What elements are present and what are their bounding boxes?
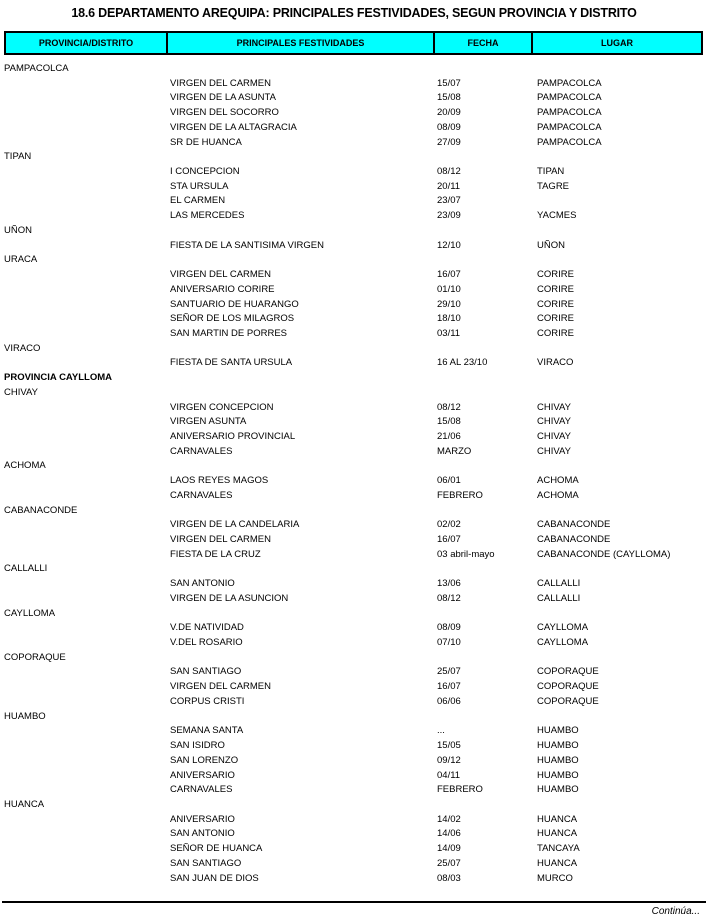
cell-lugar: PAMPACOLCA <box>537 121 602 133</box>
cell-lugar: UÑON <box>537 239 565 251</box>
cell-fecha: 25/07 <box>437 666 461 678</box>
cell-lugar: COPORAQUE <box>537 681 599 693</box>
cell-provincia-distrito: COPORAQUE <box>4 651 66 663</box>
cell-lugar: CAYLLOMA <box>537 622 589 634</box>
cell-provincia-distrito: VIRACO <box>4 342 41 354</box>
festivity-row <box>4 695 704 710</box>
table-header <box>4 31 703 55</box>
cell-lugar: CALLALLI <box>537 592 581 604</box>
cell-festividad: VIRGEN DEL CARMEN <box>170 681 271 693</box>
cell-provincia-distrito: UÑON <box>4 224 32 236</box>
festivity-row <box>4 298 704 313</box>
cell-fecha: 08/12 <box>437 592 461 604</box>
cell-festividad: EL CARMEN <box>170 195 226 207</box>
cell-festividad: V.DEL ROSARIO <box>170 637 243 649</box>
cell-fecha: 21/06 <box>437 430 461 442</box>
cell-fecha: 01/10 <box>437 283 461 295</box>
cell-festividad: CARNAVALES <box>170 489 233 501</box>
table-body <box>4 62 704 886</box>
cell-fecha: 20/11 <box>437 180 461 192</box>
festivity-row <box>4 91 704 106</box>
cell-festividad: VIRGEN DEL CARMEN <box>170 269 271 281</box>
cell-lugar: YACMES <box>537 210 577 222</box>
festivity-row <box>4 474 704 489</box>
cell-lugar: CHIVAY <box>537 401 571 413</box>
festivity-row <box>4 489 704 504</box>
festivity-row <box>4 577 704 592</box>
festivity-row <box>4 783 704 798</box>
festivity-row <box>4 754 704 769</box>
cell-lugar: CABANACONDE <box>537 534 611 545</box>
cell-festividad: V.DE NATIVIDAD <box>170 622 244 634</box>
cell-lugar: CORIRE <box>537 269 574 281</box>
cell-fecha: 08/09 <box>437 622 461 634</box>
district-row <box>4 710 704 725</box>
festivity-row <box>4 106 704 121</box>
cell-lugar: HUAMBO <box>537 784 579 796</box>
district-row <box>4 62 704 77</box>
column-header-principales-festividades: PRINCIPALES FESTIVIDADES <box>168 33 435 53</box>
district-row <box>4 386 704 401</box>
cell-festividad: VIRGEN DEL SOCORRO <box>170 107 279 119</box>
cell-fecha: 16/07 <box>437 681 461 693</box>
festivity-row <box>4 77 704 92</box>
cell-festividad: SAN ISIDRO <box>170 740 225 752</box>
cell-lugar: TAGRE <box>537 180 570 192</box>
cell-lugar: HUANCA <box>537 828 578 840</box>
province-row <box>4 371 704 386</box>
cell-lugar: HUAMBO <box>537 754 579 766</box>
festivity-row <box>4 194 704 209</box>
cell-fecha: 29/10 <box>437 298 461 310</box>
cell-fecha: 15/08 <box>437 416 461 428</box>
cell-lugar: CORIRE <box>537 313 574 325</box>
cell-lugar: HUANCA <box>537 857 578 869</box>
cell-fecha: 18/10 <box>437 313 461 325</box>
cell-festividad: VIRGEN DE LA ASUNCION <box>170 592 289 604</box>
cell-festividad: SR DE HUANCA <box>170 136 242 148</box>
cell-provincia-distrito: CABANACONDE <box>4 504 78 516</box>
festivity-row <box>4 636 704 651</box>
district-row <box>4 253 704 268</box>
cell-festividad: ANIVERSARIO CORIRE <box>170 283 275 295</box>
cell-festividad: FIESTA DE LA SANTISIMA VIRGEN <box>170 239 324 251</box>
festivity-row <box>4 739 704 754</box>
cell-provincia-distrito: CAYLLOMA <box>4 607 56 619</box>
cell-lugar: HUAMBO <box>537 740 579 752</box>
district-row <box>4 459 704 474</box>
cell-festividad: SAN SANTIAGO <box>170 666 242 678</box>
cell-lugar: ACHOMA <box>537 489 579 501</box>
cell-festividad: LAS MERCEDES <box>170 210 245 222</box>
district-row <box>4 798 704 813</box>
cell-festividad: FIESTA DE LA CRUZ <box>170 548 261 560</box>
festivity-row <box>4 239 704 254</box>
festivity-row <box>4 445 704 460</box>
festivity-row <box>4 356 704 371</box>
cell-fecha: 08/03 <box>437 872 461 884</box>
cell-festividad: SAN SANTIAGO <box>170 857 242 869</box>
festivity-row <box>4 827 704 842</box>
festivity-row <box>4 415 704 430</box>
cell-lugar: CHIVAY <box>537 416 571 428</box>
cell-provincia-distrito: PROVINCIA CAYLLOMA <box>4 372 113 384</box>
cell-fecha: 16/07 <box>437 534 461 545</box>
cell-festividad: SAN LORENZO <box>170 754 239 766</box>
cell-lugar: CHIVAY <box>537 430 571 442</box>
festivity-row <box>4 533 704 548</box>
district-row <box>4 562 704 577</box>
district-row <box>4 342 704 357</box>
cell-lugar: COPORAQUE <box>537 695 599 707</box>
cell-fecha: 06/06 <box>437 695 461 707</box>
festivity-row <box>4 209 704 224</box>
cell-fecha: 02/02 <box>437 519 461 531</box>
cell-lugar: PAMPACOLCA <box>537 77 602 89</box>
cell-fecha: 13/06 <box>437 578 461 590</box>
cell-fecha: 27/09 <box>437 136 461 148</box>
festivity-row <box>4 680 704 695</box>
cell-lugar: CORIRE <box>537 298 574 310</box>
cell-festividad: ANIVERSARIO PROVINCIAL <box>170 430 296 442</box>
bottom-rule <box>2 901 706 903</box>
cell-lugar: HUAMBO <box>537 725 579 737</box>
cell-provincia-distrito: ACHOMA <box>4 460 46 472</box>
cell-festividad: I CONCEPCION <box>170 166 240 178</box>
cell-fecha: 03/11 <box>437 327 461 339</box>
cell-festividad: ANIVERSARIO <box>170 813 235 825</box>
column-header-provincia-distrito: PROVINCIA/DISTRITO <box>6 33 168 53</box>
district-row <box>4 224 704 239</box>
festivity-row <box>4 165 704 180</box>
cell-fecha: 25/07 <box>437 857 461 869</box>
festivity-row <box>4 268 704 283</box>
cell-fecha: 16/07 <box>437 269 461 281</box>
festivity-row <box>4 283 704 298</box>
cell-fecha: 07/10 <box>437 637 461 649</box>
cell-lugar: CHIVAY <box>537 445 571 457</box>
festivity-row <box>4 857 704 872</box>
cell-fecha: ... <box>437 725 445 737</box>
continua-label: Continúa... <box>651 906 700 917</box>
cell-provincia-distrito: PAMPACOLCA <box>4 63 69 74</box>
cell-festividad: SANTUARIO DE HUARANGO <box>170 298 299 310</box>
cell-festividad: VIRGEN DE LA CANDELARIA <box>170 519 300 531</box>
cell-fecha: 12/10 <box>437 239 461 251</box>
cell-provincia-distrito: HUAMBO <box>4 710 46 722</box>
cell-fecha: 23/07 <box>437 195 461 207</box>
cell-fecha: 15/07 <box>437 77 461 89</box>
cell-festividad: SEMANA SANTA <box>170 725 244 737</box>
cell-provincia-distrito: HUANCA <box>4 798 45 810</box>
cell-fecha: 16 AL 23/10 <box>437 357 488 369</box>
cell-festividad: SAN ANTONIO <box>170 578 235 590</box>
cell-lugar: CABANACONDE (CAYLLOMA) <box>537 548 671 560</box>
cell-festividad: VIRGEN DEL CARMEN <box>170 77 271 89</box>
festivity-row <box>4 548 704 563</box>
column-header-lugar: LUGAR <box>533 33 701 53</box>
district-row <box>4 651 704 666</box>
cell-fecha: 08/09 <box>437 121 461 133</box>
cell-fecha: 04/11 <box>437 769 461 781</box>
column-header-fecha: FECHA <box>435 33 533 53</box>
cell-festividad: LAOS REYES MAGOS <box>170 475 269 487</box>
cell-fecha: FEBRERO <box>437 489 483 501</box>
cell-lugar: TANCAYA <box>537 843 580 855</box>
cell-lugar: CAYLLOMA <box>537 637 589 649</box>
district-row <box>4 607 704 622</box>
cell-fecha: 20/09 <box>437 107 461 119</box>
cell-lugar: HUANCA <box>537 813 578 825</box>
cell-provincia-distrito: CALLALLI <box>4 563 48 575</box>
cell-fecha: 08/12 <box>437 401 461 413</box>
cell-fecha: 09/12 <box>437 754 461 766</box>
cell-fecha: 06/01 <box>437 475 461 487</box>
cell-lugar: PAMPACOLCA <box>537 107 602 119</box>
festivity-row <box>4 813 704 828</box>
cell-festividad: CARNAVALES <box>170 784 233 796</box>
cell-lugar: CABANACONDE <box>537 519 611 531</box>
festivity-row <box>4 136 704 151</box>
cell-lugar: COPORAQUE <box>537 666 599 678</box>
cell-fecha: 14/09 <box>437 843 461 855</box>
cell-lugar: VIRACO <box>537 357 574 369</box>
cell-provincia-distrito: URACA <box>4 254 38 266</box>
cell-festividad: CORPUS CRISTI <box>170 695 245 707</box>
cell-festividad: FIESTA DE SANTA URSULA <box>170 357 293 369</box>
cell-festividad: SAN JUAN DE DIOS <box>170 872 259 884</box>
festivity-row <box>4 872 704 887</box>
cell-fecha: FEBRERO <box>437 784 483 796</box>
page-title: 18.6 DEPARTAMENTO AREQUIPA: PRINCIPALES FESTIVIDADES, SEGUN PROVINCIA Y DISTRITO <box>71 6 637 20</box>
cell-festividad: CARNAVALES <box>170 445 233 457</box>
festivity-row <box>4 592 704 607</box>
cell-festividad: VIRGEN DE LA ASUNTA <box>170 92 276 104</box>
cell-festividad: VIRGEN ASUNTA <box>170 416 247 428</box>
cell-lugar: TIPAN <box>537 166 565 178</box>
cell-fecha: 14/06 <box>437 828 461 840</box>
cell-fecha: 08/12 <box>437 166 461 178</box>
festivity-row <box>4 121 704 136</box>
cell-festividad: SAN MARTIN DE PORRES <box>170 327 288 339</box>
festivity-row <box>4 724 704 739</box>
festivity-row <box>4 842 704 857</box>
festivity-row <box>4 180 704 195</box>
cell-festividad: SAN ANTONIO <box>170 828 235 840</box>
festivity-row <box>4 769 704 784</box>
cell-fecha: 14/02 <box>437 813 461 825</box>
district-row <box>4 504 704 519</box>
festivity-row <box>4 327 704 342</box>
festivity-row <box>4 430 704 445</box>
festivity-row <box>4 312 704 327</box>
cell-festividad: STA URSULA <box>170 180 229 192</box>
festivity-row <box>4 621 704 636</box>
cell-lugar: MURCO <box>537 872 573 884</box>
cell-lugar: PAMPACOLCA <box>537 92 602 104</box>
festivity-row <box>4 401 704 416</box>
cell-lugar: CORIRE <box>537 283 574 295</box>
cell-lugar: PAMPACOLCA <box>537 136 602 148</box>
cell-fecha: 23/09 <box>437 210 461 222</box>
cell-festividad: SEÑOR DE LOS MILAGROS <box>170 313 295 325</box>
district-row <box>4 150 704 165</box>
cell-festividad: SEÑOR DE HUANCA <box>170 843 263 855</box>
cell-fecha: 15/08 <box>437 92 461 104</box>
cell-provincia-distrito: CHIVAY <box>4 386 38 398</box>
cell-lugar: CALLALLI <box>537 578 581 590</box>
festivity-row <box>4 665 704 680</box>
cell-fecha: 03 abril-mayo <box>437 548 495 560</box>
cell-provincia-distrito: TIPAN <box>4 151 32 163</box>
cell-fecha: MARZO <box>437 445 472 457</box>
festivity-row <box>4 518 704 533</box>
cell-festividad: ANIVERSARIO <box>170 769 235 781</box>
cell-lugar: CORIRE <box>537 327 574 339</box>
cell-fecha: 15/05 <box>437 740 461 752</box>
cell-festividad: VIRGEN CONCEPCION <box>170 401 274 413</box>
cell-festividad: VIRGEN DE LA ALTAGRACIA <box>170 121 297 133</box>
cell-festividad: VIRGEN DEL CARMEN <box>170 534 271 545</box>
cell-lugar: HUAMBO <box>537 769 579 781</box>
cell-lugar: ACHOMA <box>537 475 579 487</box>
